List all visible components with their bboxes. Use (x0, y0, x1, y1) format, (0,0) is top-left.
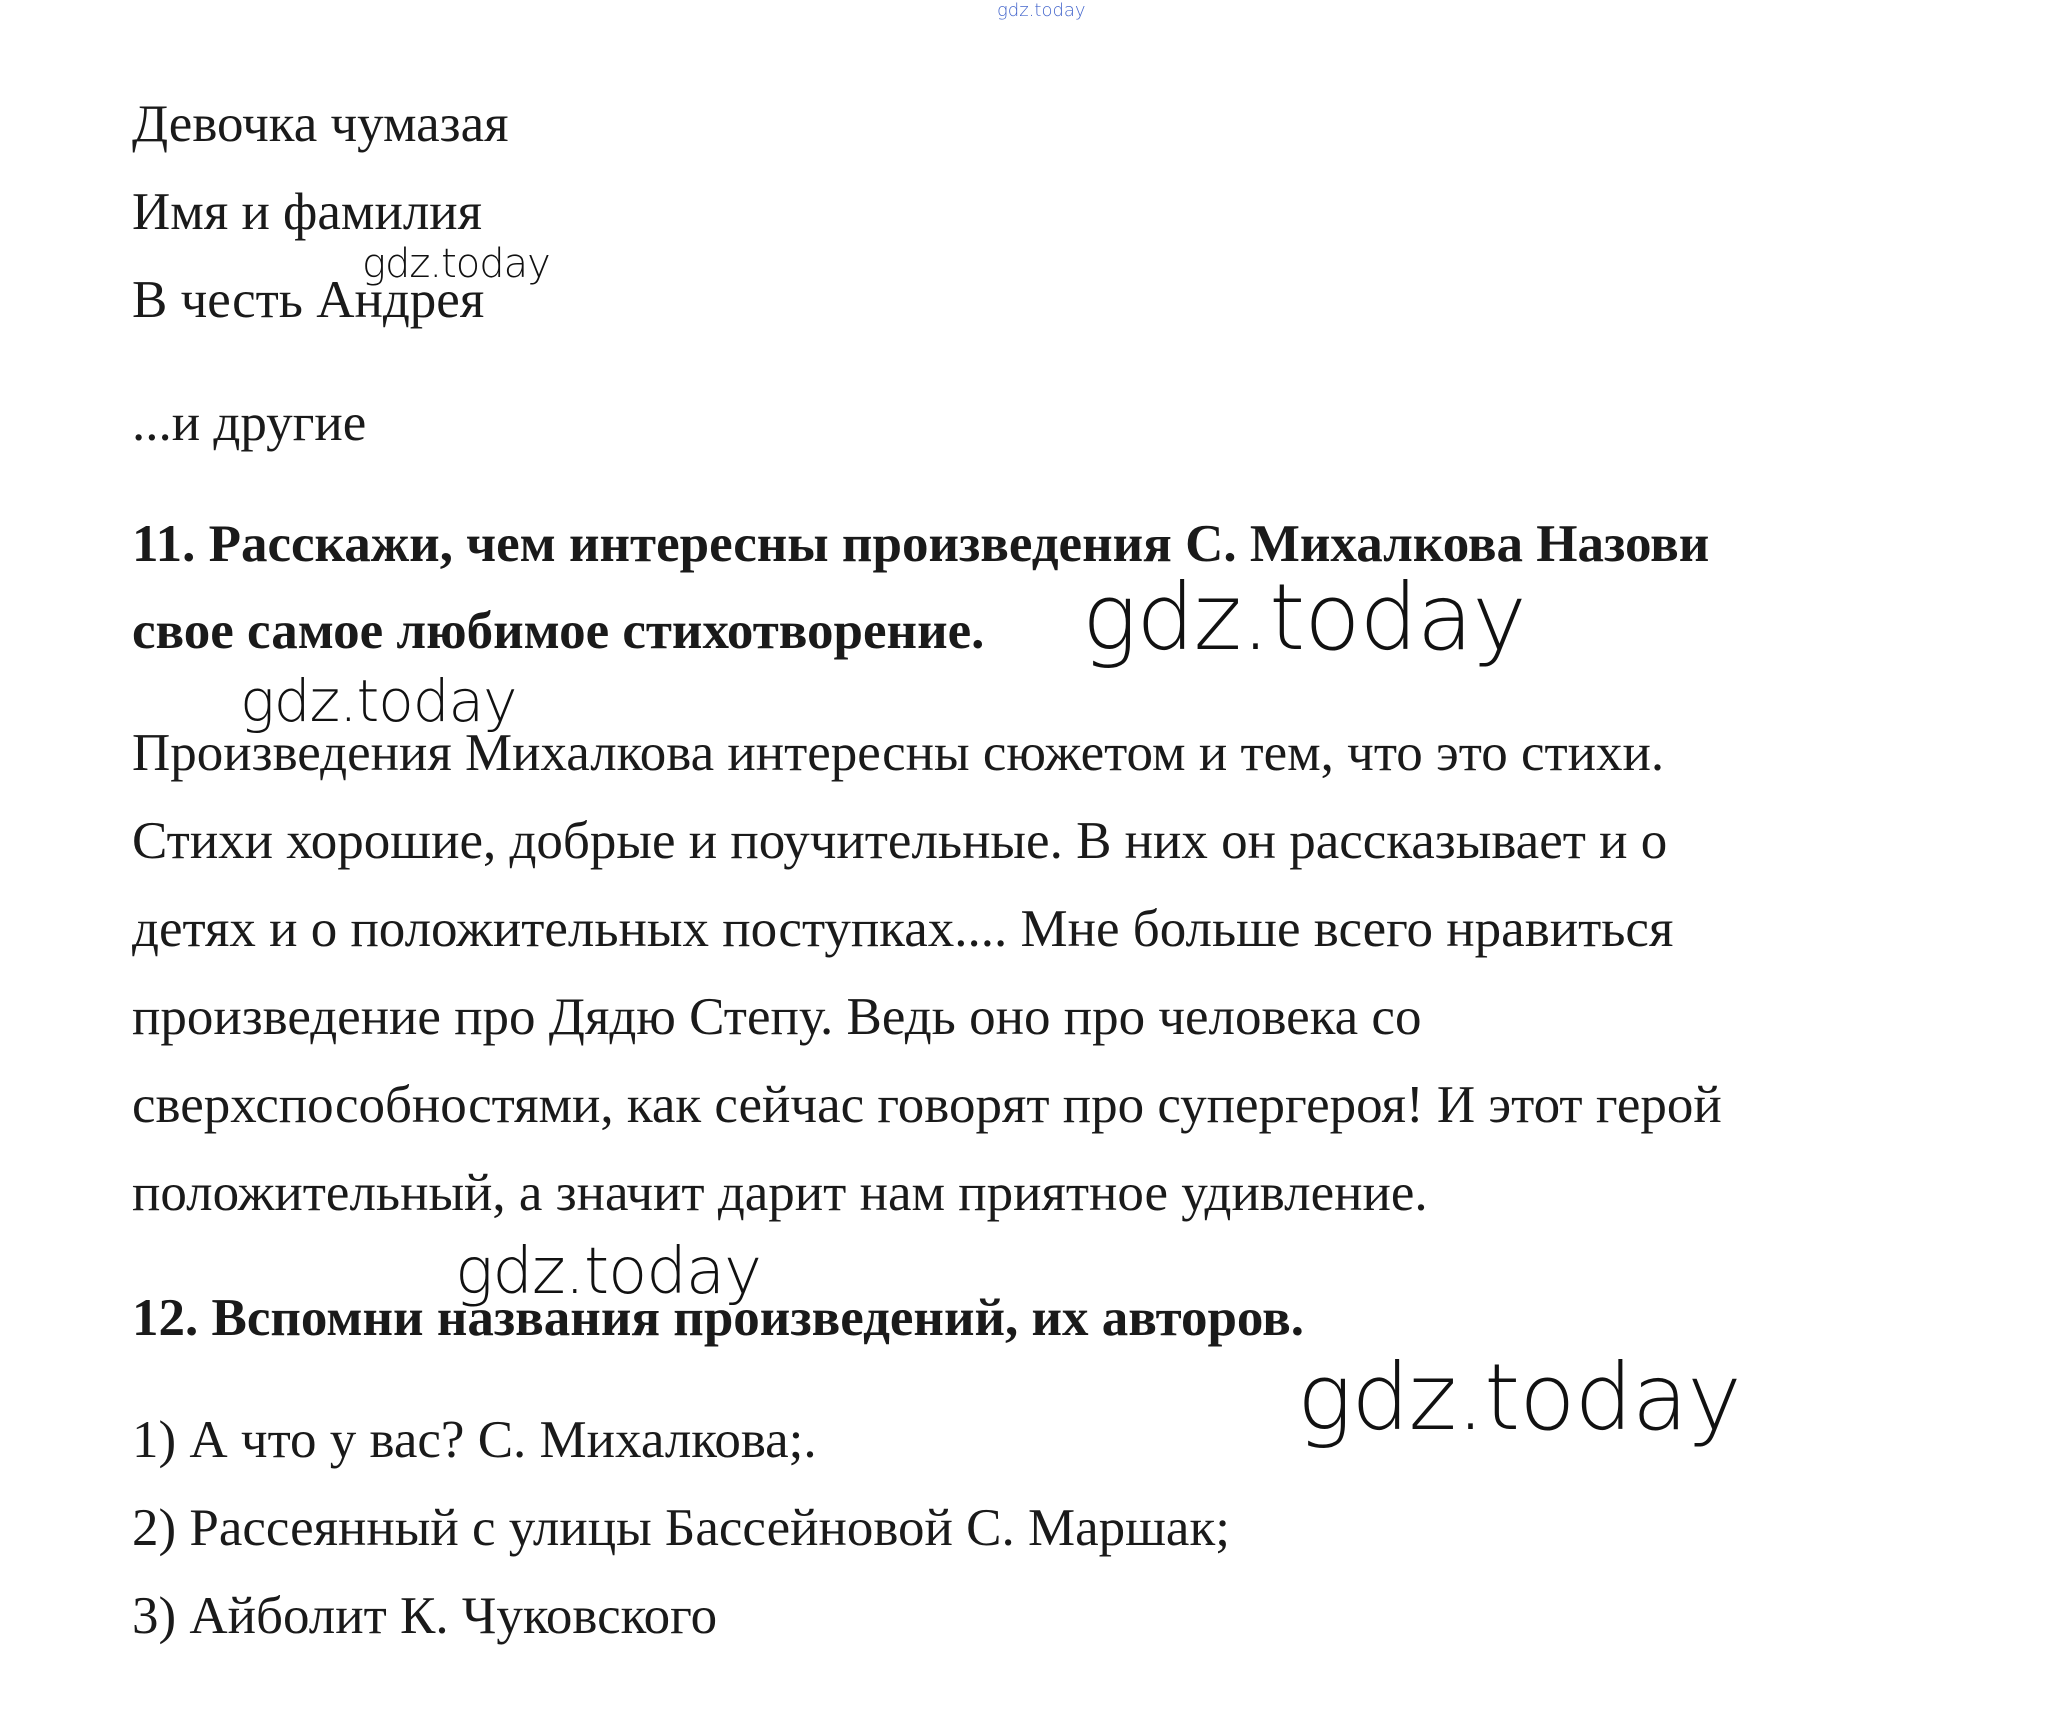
watermark-top: gdz.today (997, 0, 1086, 21)
list-item: ...и другие (132, 394, 367, 452)
question-12-title: 12. Вспомни названия произведений, их авторов. (132, 1289, 1304, 1347)
list-item: 2) Рассеянный с улицы Бассейновой С. Маршак; (132, 1499, 1230, 1557)
answer-line: положительный, а значит дарит нам приятное удивление. (132, 1164, 1428, 1222)
watermark: gdz.today (362, 241, 550, 287)
question-11-title-cont: свое самое любимое стихотворение. (132, 602, 985, 660)
watermark: gdz.today (1297, 1344, 1741, 1451)
question-11-title: 11. Расскажи, чем интересны произведения С. Михалкова Назови (132, 515, 1710, 573)
list-item: 1) А что у вас? С. Михалкова;. (132, 1411, 817, 1469)
answer-line: сверхспособностями, как сейчас говорят про супергероя! И этот герой (132, 1076, 1722, 1134)
answer-line: произведение про Дядю Степу. Ведь оно про человека со (132, 988, 1422, 1046)
list-item: 3) Айболит К. Чуковского (132, 1587, 718, 1645)
answer-line: Стихи хорошие, добрые и поучительные. В них он рассказывает и о (132, 812, 1668, 870)
list-item: Девочка чумазая (132, 95, 509, 153)
watermark: gdz.today (455, 1235, 761, 1309)
watermark: gdz.today (1082, 564, 1526, 671)
answer-line: детях и о положительных поступках.... Мне больше всего нравиться (132, 900, 1674, 958)
watermark: gdz.today (240, 667, 517, 735)
list-item: Имя и фамилия (132, 183, 483, 241)
list-item: В честь Андрея (132, 271, 485, 329)
answer-line: Произведения Михалкова интересны сюжетом и тем, что это стихи. (132, 724, 1665, 782)
